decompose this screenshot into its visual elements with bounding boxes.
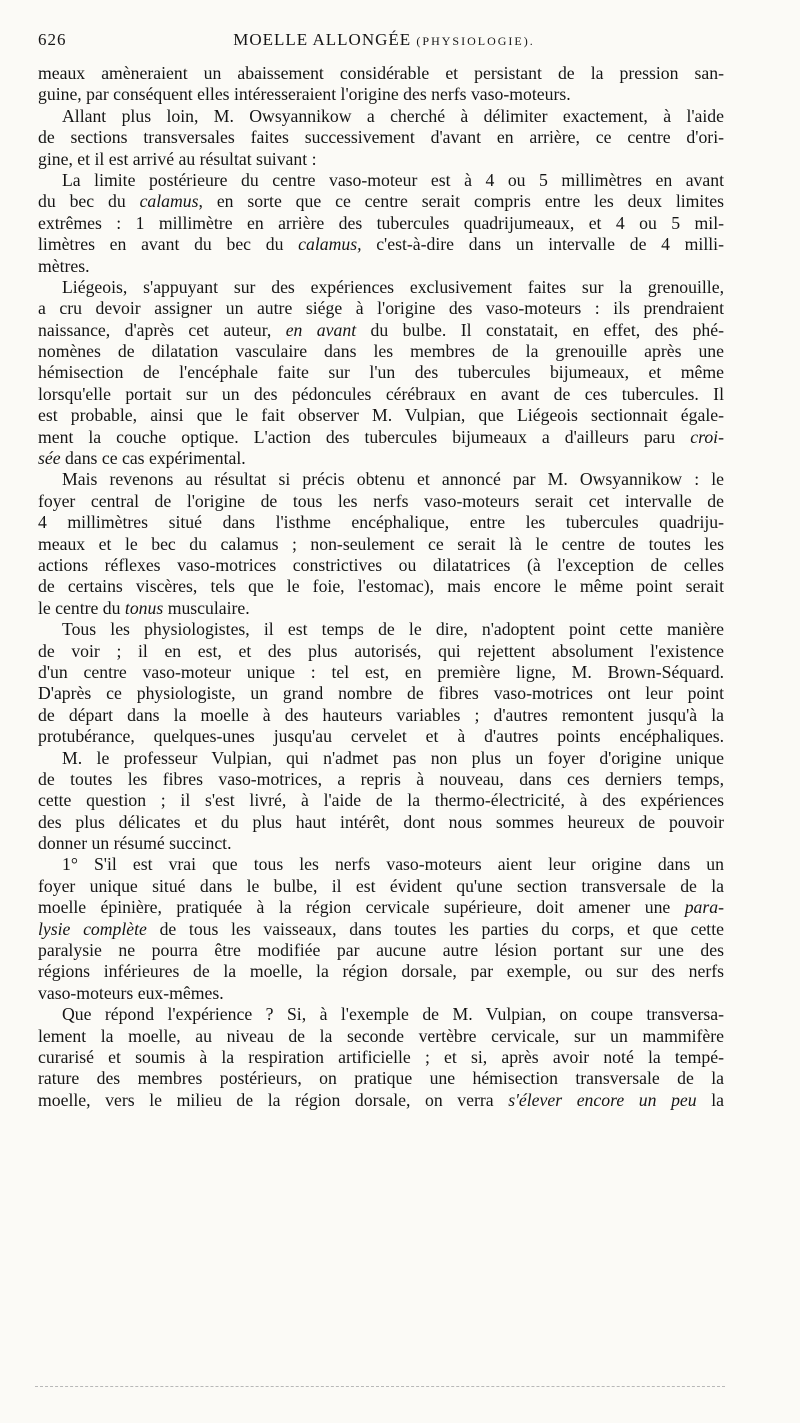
text-line — [38, 1068, 724, 1089]
text-line — [38, 812, 724, 833]
text-line — [38, 1026, 724, 1047]
text-segment: lorsqu'elle portait sur un des pédoncules cérébraux en avant de ces tubercules. Il — [38, 383, 724, 404]
text-segment: de toutes les fibres vaso-motrices, a repris à nouveau, dans ces derniers temps, — [38, 768, 724, 789]
text-line — [38, 983, 724, 1004]
text-line — [38, 576, 724, 597]
text-line — [38, 213, 724, 234]
text-line — [38, 555, 724, 576]
text-line — [38, 897, 724, 918]
text-segment: de tous les vaisseaux, dans toutes les parties du corps, et que cette — [146, 918, 724, 939]
text-line — [38, 106, 724, 127]
text-line — [38, 341, 724, 362]
text-line — [38, 1090, 724, 1111]
text-segment: limètres en avant du bec du — [38, 234, 299, 255]
text-line — [38, 469, 724, 490]
text-segment: 1° S'il est vrai que tous les nerfs vaso-moteurs aient leur origine dans un — [62, 854, 724, 875]
text-line — [38, 683, 724, 704]
text-segment: guine, par conséquent elles intéresseraient l'origine des nerfs vaso-moteurs. — [38, 84, 571, 105]
italic-text: tonus — [124, 597, 164, 618]
text-segment: du bulbe. Il constatait, en effet, des phé- — [356, 319, 724, 340]
running-title-main: MOELLE ALLONGÉE — [233, 30, 412, 49]
text-segment: gine, et il est arrivé au résultat suivant : — [38, 148, 317, 169]
italic-text: croi- — [690, 426, 724, 447]
text-segment: moelle, vers le milieu de la région dorsale, on verra — [38, 1089, 509, 1110]
text-line — [38, 127, 724, 148]
running-title — [38, 30, 730, 50]
text-line — [38, 298, 724, 319]
text-segment: M. le professeur Vulpian, qui n'admet pas non plus un foyer d'origine unique — [62, 747, 724, 768]
text-segment: a cru devoir assigner un autre siége à l'origine des vaso-moteurs : ils prendraient — [38, 298, 724, 319]
text-segment: vaso-moteurs eux-mêmes. — [38, 982, 224, 1003]
text-line — [38, 320, 724, 341]
text-line — [38, 277, 724, 298]
footer-rule — [35, 1386, 725, 1387]
text-segment: actions réflexes vaso-motrices constrictives ou dilatatrices (à l'exception de celles — [38, 554, 724, 575]
text-line — [38, 662, 724, 683]
text-line — [38, 512, 724, 533]
body-text — [38, 63, 724, 1111]
text-line — [38, 405, 724, 426]
text-segment: paralysie ne pourra être modifiée par aucune autre lésion portant sur une des — [38, 940, 724, 961]
text-line — [38, 876, 724, 897]
text-segment: hémisection de l'encéphale faite sur l'un des tubercules bijumeaux, et même — [38, 362, 724, 383]
text-segment: moelle épinière, pratiquée à la région cervicale supérieure, doit amener une — [38, 897, 685, 918]
text-line — [38, 961, 724, 982]
text-line — [38, 534, 724, 555]
text-segment: musculaire. — [163, 597, 250, 618]
text-segment: extrêmes : 1 millimètre en arrière des tubercules quadrijumeaux, et 4 ou 5 mil- — [38, 212, 724, 233]
text-segment: la — [696, 1089, 724, 1110]
text-line — [38, 491, 724, 512]
italic-text: calamus, — [298, 234, 362, 255]
text-line — [38, 748, 724, 769]
text-line — [38, 427, 724, 448]
text-line — [38, 1004, 724, 1025]
text-segment: protubérance, quelques-unes jusqu'au cervelet et à d'autres points encéphaliques. — [38, 726, 724, 747]
text-segment: le centre du — [38, 597, 125, 618]
text-segment: meaux et le bec du calamus ; non-seulement ce serait là le centre de toutes les — [38, 533, 724, 554]
text-segment: des plus délicates et du plus haut intérêt, dont nous sommes heureux de pouvoir — [38, 811, 724, 832]
text-line — [38, 641, 724, 662]
text-line — [38, 769, 724, 790]
text-line — [38, 384, 724, 405]
text-segment: nomènes de dilatation vasculaire dans les membres de la grenouille après une — [38, 341, 724, 362]
text-line — [38, 598, 724, 619]
text-segment: foyer unique situé dans le bulbe, il est évident qu'une section transversale de la — [38, 875, 724, 896]
text-line — [38, 63, 724, 84]
text-segment: de départ dans la moelle à des hauteurs variables ; d'autres remontent jusqu'à la — [38, 704, 724, 725]
text-line — [38, 726, 724, 747]
italic-text: sée — [38, 448, 61, 469]
text-segment: c'est-à-dire dans un intervalle de 4 milli- — [361, 234, 724, 255]
text-segment: Que répond l'expérience ? Si, à l'exemple de M. Vulpian, on coupe transversa- — [62, 1004, 724, 1025]
text-line — [38, 448, 724, 469]
text-segment: donner un résumé succinct. — [38, 833, 232, 854]
text-segment: dans ce cas expérimental. — [60, 448, 246, 469]
text-line — [38, 84, 724, 105]
text-segment: lement la moelle, au niveau de la seconde vertèbre cervicale, sur un mammifère — [38, 1025, 724, 1046]
text-line — [38, 854, 724, 875]
text-segment: meaux amèneraient un abaissement considérable et persistant de la pression san- — [38, 63, 724, 83]
text-segment: La limite postérieure du centre vaso-moteur est à 4 ou 5 millimètres en avant — [62, 169, 724, 190]
text-segment: du bec du — [38, 191, 140, 212]
text-segment: Liégeois, s'appuyant sur des expériences exclusivement faites sur la grenouille, — [62, 276, 724, 297]
text-segment: foyer central de l'origine de tous les nerfs vaso-moteurs serait cet intervalle de — [38, 490, 724, 511]
text-segment: de certains viscères, tels que le foie, l'estomac), mais encore le même point serait — [38, 576, 724, 597]
text-segment: Allant plus loin, M. Owsyannikow a cherché à délimiter exactement, à l'aide — [62, 105, 724, 126]
text-segment: cette question ; il s'est livré, à l'aide de la thermo-électricité, à des expériences — [38, 790, 724, 811]
text-line — [38, 940, 724, 961]
text-line — [38, 1047, 724, 1068]
text-segment: mètres. — [38, 255, 90, 276]
text-line — [38, 705, 724, 726]
running-title-subtitle: (PHYSIOLOGIE). — [416, 34, 535, 48]
italic-text: para- — [684, 897, 724, 918]
italic-text: calamus — [139, 191, 199, 212]
running-header — [38, 30, 730, 56]
text-segment: Tous les physiologistes, il est temps de le dire, n'adoptent point cette manière — [62, 619, 724, 640]
text-line — [38, 619, 724, 640]
text-line — [38, 919, 724, 940]
text-segment: naissance, d'après cet auteur, — [38, 319, 286, 340]
text-line — [38, 149, 724, 170]
text-segment: est probable, ainsi que le fait observer M. Vulpian, que Liégeois sectionnait égale- — [38, 405, 724, 426]
italic-text: en avant — [285, 319, 357, 340]
text-segment: de sections transversales faites successivement d'avant en arrière, ce centre d'ori- — [38, 127, 724, 148]
text-segment: Mais revenons au résultat si précis obtenu et annoncé par M. Owsyannikow : le — [62, 469, 724, 490]
italic-text: s'élever encore un peu — [508, 1089, 697, 1110]
text-line — [38, 790, 724, 811]
text-line — [38, 833, 724, 854]
text-line — [38, 170, 724, 191]
text-line — [38, 362, 724, 383]
text-line — [38, 234, 724, 255]
text-segment: D'après ce physiologiste, un grand nombre de fibres vaso-motrices ont leur point — [38, 683, 724, 704]
text-line — [38, 256, 724, 277]
text-line — [38, 191, 724, 212]
text-segment: d'un centre vaso-moteur unique : tel est, en première ligne, M. Brown-Séquard. — [38, 661, 724, 682]
page-number: 626 — [38, 30, 67, 49]
text-segment: rature des membres postérieurs, on pratique une hémisection transversale de la — [38, 1068, 724, 1089]
text-segment: régions inférieures de la moelle, la région dorsale, par exemple, ou sur des nerfs — [38, 961, 724, 982]
text-segment: de voir ; il en est, et des plus autorisés, qui rejettent absolument l'existence — [38, 640, 724, 661]
text-segment: curarisé et soumis à la respiration artificielle ; et si, après avoir noté la tempé- — [38, 1046, 724, 1067]
italic-text: lysie complète — [38, 918, 147, 939]
text-segment: 4 millimètres situé dans l'isthme encéphalique, entre les tubercules quadriju- — [38, 512, 724, 533]
text-segment: ment la couche optique. L'action des tubercules bijumeaux a d'ailleurs paru — [38, 426, 691, 447]
text-segment: , en sorte que ce centre serait compris entre les deux limites — [198, 191, 724, 212]
